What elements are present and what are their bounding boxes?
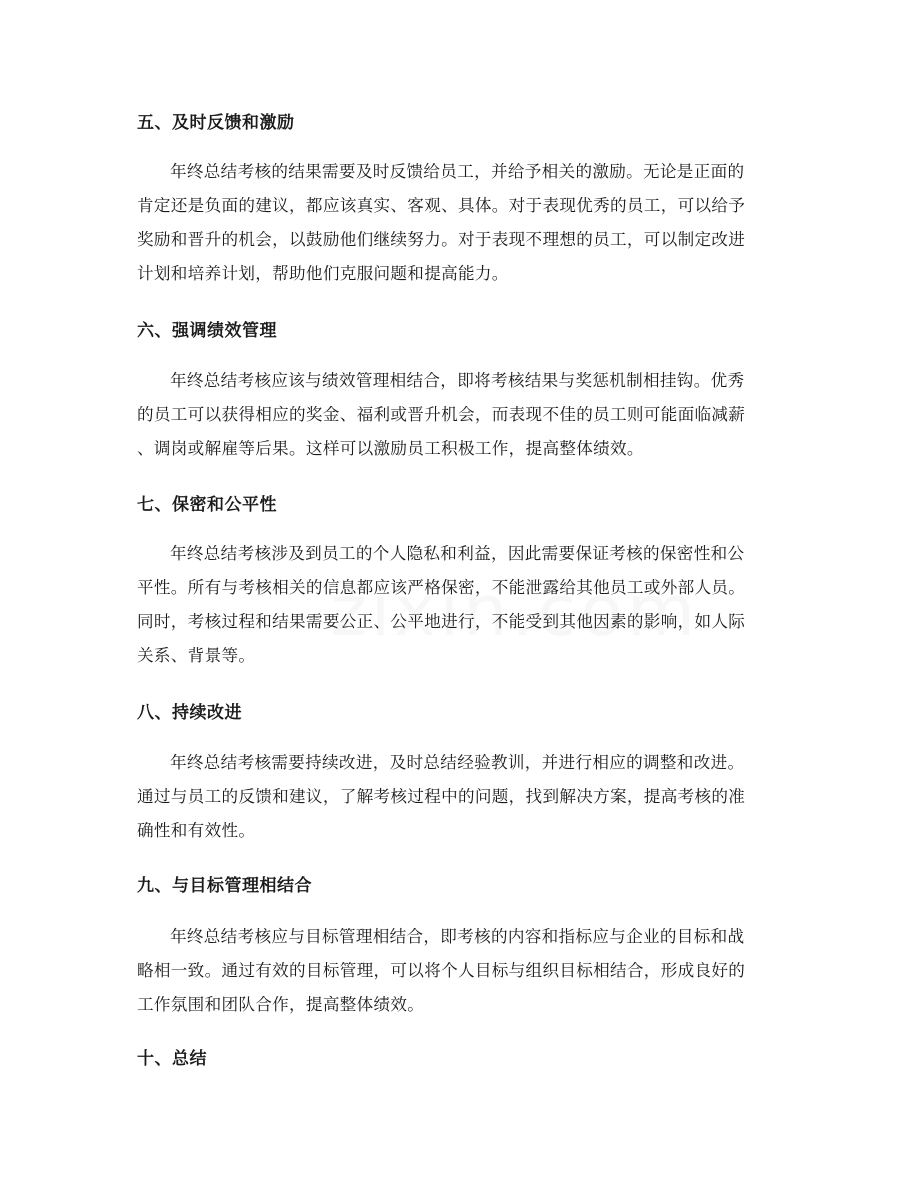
section-heading-8: 八、持续改进 <box>137 703 242 723</box>
paragraph-line: 奖励和晋升的机会，以鼓励他们继续努力。对于表现不理想的员工，可以制定改进 <box>137 230 746 249</box>
paragraph-line: 的员工可以获得相应的奖金、福利或晋升机会，而表现不佳的员工则可能面临减薪 <box>137 405 746 424</box>
paragraph-line: 同时，考核过程和结果需要公正、公平地进行，不能受到其他因素的影响，如人际 <box>137 612 746 631</box>
section-heading-10: 十、总结 <box>137 1049 207 1069</box>
section-paragraph-7 <box>137 537 787 673</box>
paragraph-line: 通过与员工的反馈和建议，了解考核过程中的问题，找到解决方案，提高考核的准 <box>137 787 746 806</box>
paragraph-line: 工作氛围和团队合作，提高整体绩效。 <box>137 995 425 1014</box>
section-heading-6: 六、强调绩效管理 <box>137 321 277 341</box>
paragraph-line: 年终总结考核需要持续改进，及时总结经验教训，并进行相应的调整和改进。 <box>170 753 745 772</box>
paragraph-line: 计划和培养计划，帮助他们克服问题和提高能力。 <box>137 264 509 283</box>
paragraph-line: 确性和有效性。 <box>137 821 256 840</box>
paragraph-line: 、调岗或解雇等后果。这样可以激励员工积极工作，提高整体绩效。 <box>137 439 644 458</box>
paragraph-line: 肯定还是负面的建议，都应该真实、客观、具体。对于表现优秀的员工，可以给予 <box>137 196 746 215</box>
paragraph-line: 年终总结考核应该与绩效管理相结合，即将考核结果与奖惩机制相挂钩。优秀 <box>170 371 745 390</box>
paragraph-line: 关系、背景等。 <box>137 646 256 665</box>
section-heading-7: 七、保密和公平性 <box>137 495 277 515</box>
section-paragraph-5 <box>137 155 787 291</box>
paragraph-line: 年终总结考核应与目标管理相结合，即考核的内容和指标应与企业的目标和战 <box>170 927 745 946</box>
section-heading-5: 五、及时反馈和激励 <box>137 113 295 133</box>
paragraph-line: 年终总结考核涉及到员工的个人隐私和利益，因此需要保证考核的保密性和公 <box>170 544 745 563</box>
paragraph-line: 平性。所有与考核相关的信息都应该严格保密，不能泄露给其他员工或外部人员。 <box>137 578 746 597</box>
section-paragraph-6 <box>137 364 787 466</box>
paragraph-line: 年终总结考核的结果需要及时反馈给员工，并给予相关的激励。无论是正面的 <box>170 162 745 181</box>
section-paragraph-8 <box>137 746 787 848</box>
section-heading-9: 九、与目标管理相结合 <box>137 876 312 896</box>
section-paragraph-9 <box>137 920 787 1022</box>
paragraph-line: 略相一致。通过有效的目标管理，可以将个人目标与组织目标相结合，形成良好的 <box>137 961 746 980</box>
